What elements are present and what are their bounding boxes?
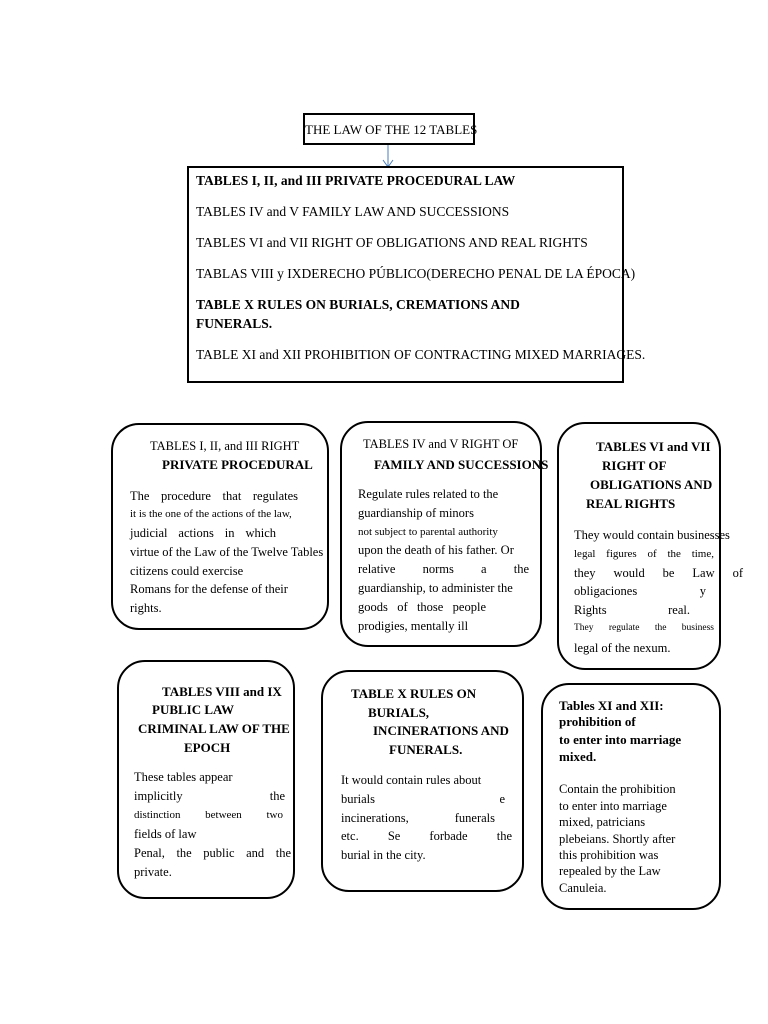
- card-heading: TABLES I, II, and III RIGHT: [150, 439, 300, 453]
- card-body-line: this prohibition was: [559, 848, 659, 862]
- card-body-line: mixed, patricians: [559, 815, 646, 829]
- card-body-line: etc. Se forbade the: [341, 829, 512, 843]
- card-body-line: virtue of the Law of the Twelve Tables: [130, 545, 324, 559]
- card-heading: to enter into marriage: [559, 732, 682, 747]
- card-body-line: fields of law: [134, 827, 197, 841]
- card-heading: FAMILY AND SUCCESSIONS: [374, 457, 549, 472]
- card-body-line: implicitly the: [134, 789, 285, 803]
- card-body-line: they would be Law of: [574, 566, 743, 580]
- card-body-line: legal figures of the time,: [574, 548, 714, 560]
- card-heading: EPOCH: [184, 740, 231, 755]
- card-body-line: These tables appear: [134, 770, 233, 784]
- card-body-line: Romans for the defense of their: [130, 582, 288, 596]
- card-body-line: it is the one of the actions of the law,: [130, 508, 292, 520]
- card-heading: PUBLIC LAW: [152, 702, 234, 717]
- card-body-line: They regulate the business: [574, 623, 714, 633]
- card-heading: OBLIGATIONS AND: [590, 477, 713, 492]
- card-body-line: rights.: [130, 601, 162, 615]
- card-heading: prohibition of: [559, 714, 636, 729]
- summary-line: TABLAS VIII y IXDERECHO PÚBLICO(DERECHO PENAL DE LA ÉPOCA): [196, 266, 636, 281]
- card-heading: TABLES VI and VII: [596, 439, 711, 454]
- card-heading: PRIVATE PROCEDURAL: [162, 457, 313, 472]
- card-body-line: upon the death of his father. Or: [358, 543, 514, 557]
- card-body-line: It would contain rules about: [341, 773, 482, 787]
- card-body-line: guardianship, to administer the: [358, 581, 513, 595]
- card-body-line: citizens could exercise: [130, 564, 244, 578]
- card-body-line: distinction between two: [134, 809, 283, 821]
- card-body-line: Contain the prohibition: [559, 782, 676, 796]
- card-heading: TABLE X RULES ON: [351, 686, 477, 701]
- card-body-line: burials e: [341, 792, 505, 806]
- card-heading: BURIALS,: [368, 705, 430, 720]
- card-body-line: incinerations, funerals: [341, 811, 495, 825]
- card-body-line: Regulate rules related to the: [358, 487, 499, 501]
- card-body-line: goods of those people: [358, 600, 486, 614]
- card-heading: mixed.: [559, 749, 597, 764]
- card-body-line: plebeians. Shortly after: [559, 832, 676, 846]
- card-body-line: The procedure that regulates: [130, 489, 298, 503]
- card-body-line: relative norms a the: [358, 562, 529, 576]
- card-heading: REAL RIGHTS: [586, 496, 676, 511]
- card-heading: FUNERALS.: [389, 742, 463, 757]
- card-body-line: obligaciones y: [574, 584, 706, 598]
- summary-line: TABLE XI and XII PROHIBITION OF CONTRACTING MIXED MARRIAGES.: [196, 347, 646, 362]
- diagram-title: THE LAW OF THE 12 TABLES: [303, 113, 475, 145]
- card-heading: INCINERATIONS AND: [373, 723, 509, 738]
- card-heading: TABLES IV and V RIGHT OF: [363, 437, 519, 451]
- card-heading: Tables XI and XII:: [559, 698, 664, 713]
- card-body-line: judicial actions in which: [130, 526, 276, 540]
- card-body-line: burial in the city.: [341, 848, 426, 862]
- card-body-line: Rights real.: [574, 603, 690, 617]
- card-heading: TABLES VIII and IX: [162, 684, 282, 699]
- card-heading: CRIMINAL LAW OF THE: [138, 721, 290, 736]
- summary-line: TABLE X RULES ON BURIALS, CREMATIONS AND: [196, 297, 520, 312]
- card-body-line: Canuleia.: [559, 881, 607, 895]
- summary-line: TABLES IV and V FAMILY LAW AND SUCCESSIONS: [196, 204, 510, 219]
- card-body-line: repealed by the Law: [559, 864, 661, 878]
- card-body-line: Penal, the public and the: [134, 846, 291, 860]
- card-heading: RIGHT OF: [602, 458, 667, 473]
- card-body-line: legal of the nexum.: [574, 641, 671, 655]
- card-body-line: They would contain businesses: [574, 528, 730, 542]
- card-body-line: prodigies, mentally ill: [358, 619, 469, 633]
- summary-line: FUNERALS.: [196, 316, 273, 331]
- card-body-line: to enter into marriage: [559, 799, 667, 813]
- card-body-line: guardianship of minors: [358, 506, 474, 520]
- card-body-line: not subject to parental authority: [358, 526, 498, 538]
- card-body-line: private.: [134, 865, 172, 879]
- summary-line: TABLES I, II, and III PRIVATE PROCEDURAL LAW: [196, 173, 516, 188]
- summary-line: TABLES VI and VII RIGHT OF OBLIGATIONS AND REAL RIGHTS: [196, 235, 588, 250]
